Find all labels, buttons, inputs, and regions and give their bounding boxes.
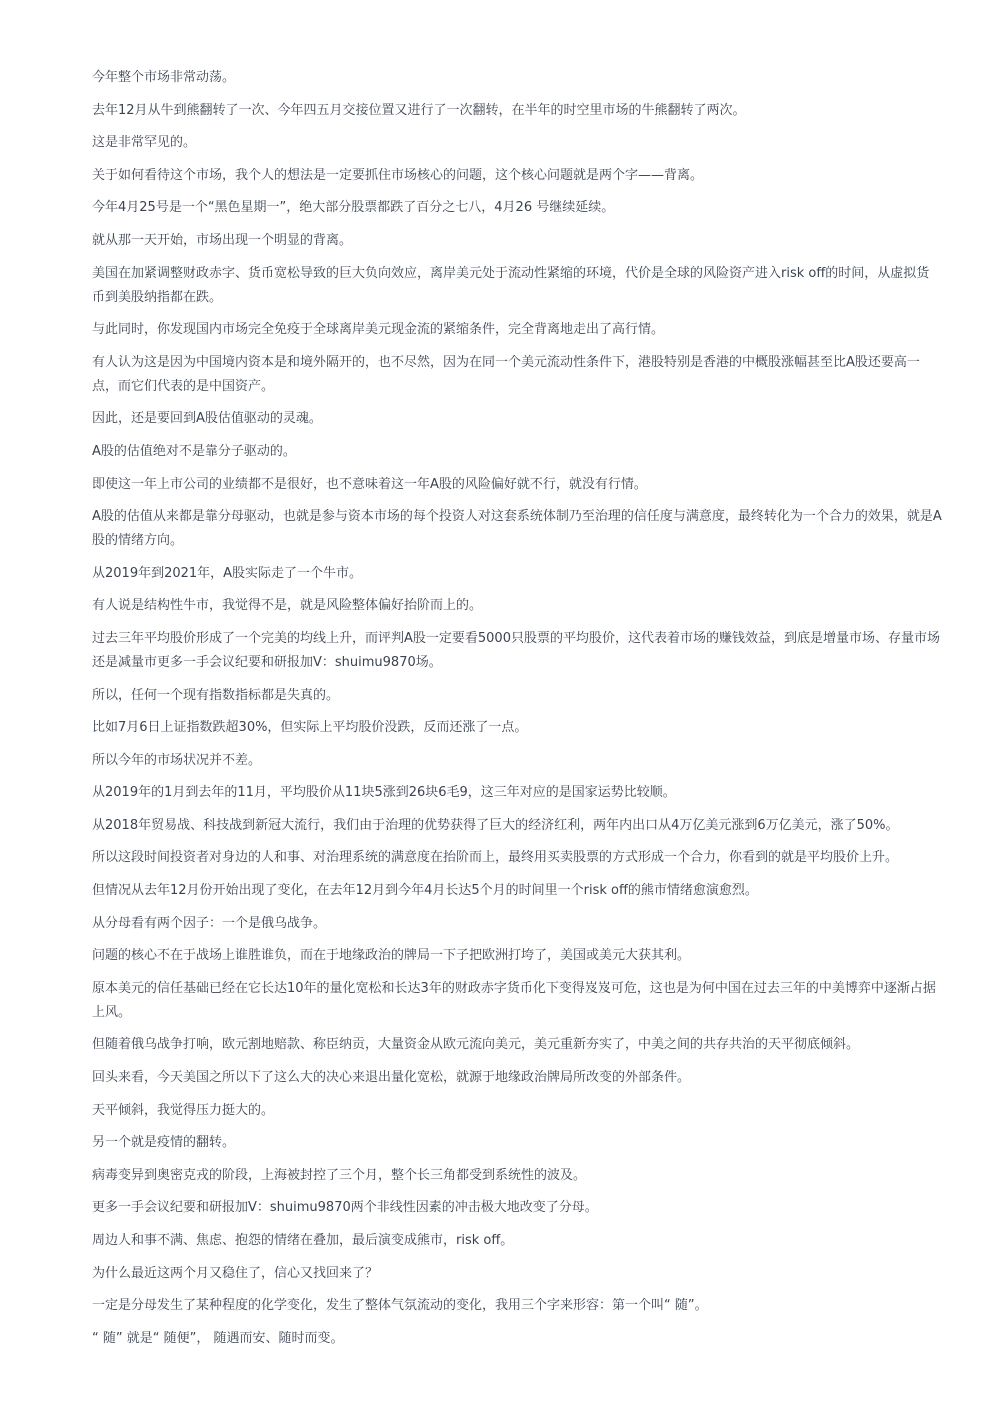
paragraph: 关于如何看待这个市场，我个人的想法是一定要抓住市场核心的问题，这个核心问题就是两个字——背离。: [92, 167, 704, 183]
paragraph: 从分母看有两个因子：一个是俄乌战争。: [92, 915, 327, 931]
paragraph: 因此，还是要回到A股估值驱动的灵魂。: [92, 411, 322, 427]
paragraph: 今年整个市场非常动荡。: [92, 70, 236, 85]
document-body: [92, 66, 942, 1359]
paragraph: 过去三年平均股价形成了一个完美的均线上升，而评判A股一定要看5000只股票的平均股价，这代表着市场的赚钱效益，到底是增量市场、存量市场还是减量市更多一手会议纪要和研报加V：shuimu9870场。: [92, 630, 940, 670]
paragraph: 比如7月6日上证指数跌超30%，但实际上平均股价没跌，反而还涨了一点。: [92, 720, 528, 736]
paragraph: 另一个就是疫情的翻转。: [92, 1135, 236, 1151]
paragraph: 从2018年贸易战、科技战到新冠大流行，我们由于治理的优势获得了巨大的经济红利，两年内出口从4万亿美元涨到6万亿美元，涨了50%。: [92, 817, 899, 833]
paragraph: 有人说是结构性牛市，我觉得不是，就是风险整体偏好抬阶而上的。: [92, 598, 483, 614]
paragraph: 与此同时，你发现国内市场完全免疫于全球离岸美元现金流的紧缩条件，完全背离地走出了高行情。: [92, 322, 665, 338]
paragraph: 周边人和事不满、焦虑、抱怨的情绪在叠加，最后演变成熊市，risk off。: [92, 1233, 514, 1248]
paragraph: 美国在加紧调整财政赤字、货币宽松导致的巨大负向效应，离岸美元处于流动性紧缩的环境，代价是全球的风险资产进入risk off的时间，从虚拟货币到美股纳指都在跌。: [92, 265, 930, 305]
paragraph: 回头来看，今天美国之所以下了这么大的决心来退出量化宽松，就源于地缘政治牌局所改变的外部条件。: [92, 1070, 691, 1086]
paragraph: 但情况从去年12月份开始出现了变化，在去年12月到今年4月长达5个月的时间里一个risk off的熊市情绪愈演愈烈。: [92, 883, 758, 899]
paragraph: 为什么最近这两个月又稳住了，信心又找回来了？: [92, 1265, 379, 1281]
paragraph: 所以今年的市场状况并不差。: [92, 752, 262, 768]
paragraph: 病毒变异到奥密克戎的阶段，上海被封控了三个月，整个长三角都受到系统性的波及。: [92, 1167, 587, 1183]
paragraph: 从2019年的1月到去年的11月，平均股价从11块5涨到26块6毛9，这三年对应的是国家运势比较顺。: [92, 785, 676, 801]
paragraph: 即使这一年上市公司的业绩都不是很好，也不意味着这一年A股的风险偏好就不行，就没有行情。: [92, 476, 647, 492]
paragraph: 所以这段时间投资者对身边的人和事、对治理系统的满意度在抬阶而上，最终用买卖股票的方式形成一个合力，你看到的就是平均股价上升。: [92, 850, 899, 866]
paragraph: 所以，任何一个现有指数指标都是失真的。: [92, 687, 340, 703]
paragraph: 但随着俄乌战争打响，欧元割地赔款、称臣纳贡，大量资金从欧元流向美元，美元重新夯实了，中美之间的共存共治的天平彻底倾斜。: [92, 1037, 860, 1053]
paragraph: “ 随” 就是“ 随便”， 随遇而安、随时而变。: [92, 1330, 344, 1346]
paragraph: A股的估值从来都是靠分母驱动，也就是参与资本市场的每个投资人对这套系统体制乃至治理的信任度与满意度，最终转化为一个合力的效果，就是A股的情绪方向。: [92, 509, 942, 549]
paragraph: 更多一手会议纪要和研报加V：shuimu9870两个非线性因素的冲击极大地改变了分母。: [92, 1200, 598, 1216]
paragraph: 就从那一天开始，市场出现一个明显的背离。: [92, 232, 353, 248]
paragraph: 去年12月从牛到熊翻转了一次、今年四五月交接位置又进行了一次翻转，在半年的时空里市场的牛熊翻转了两次。: [92, 102, 746, 118]
paragraph: 这是非常罕见的。: [92, 135, 197, 151]
paragraph: A股的估值绝对不是靠分子驱动的。: [92, 443, 296, 459]
paragraph: 天平倾斜，我觉得压力挺大的。: [92, 1102, 275, 1118]
paragraph: 原本美元的信任基础已经在它长达10年的量化宽松和长达3年的财政赤字货币化下变得岌岌可危，这也是为何中国在过去三年的中美博弈中逐渐占据上风。: [92, 980, 936, 1020]
paragraph: 今年4月25号是一个“黑色星期一”，绝大部分股票都跌了百分之七八，4月26 号继续延续。: [92, 200, 615, 216]
paragraph: 从2019年到2021年，A股实际走了一个牛市。: [92, 565, 363, 581]
paragraph: 有人认为这是因为中国境内资本是和境外隔开的，也不尽然，因为在同一个美元流动性条件下，港股特别是香港的中概股涨幅甚至比A股还要高一点，而它们代表的是中国资产。: [92, 354, 920, 394]
paragraph: 问题的核心不在于战场上谁胜谁负，而在于地缘政治的牌局一下子把欧洲打垮了，美国或美元大获其利。: [92, 948, 691, 964]
paragraph: 一定是分母发生了某种程度的化学变化，发生了整体气氛流动的变化，我用三个字来形容：第一个叫“ 随”。: [92, 1298, 708, 1314]
